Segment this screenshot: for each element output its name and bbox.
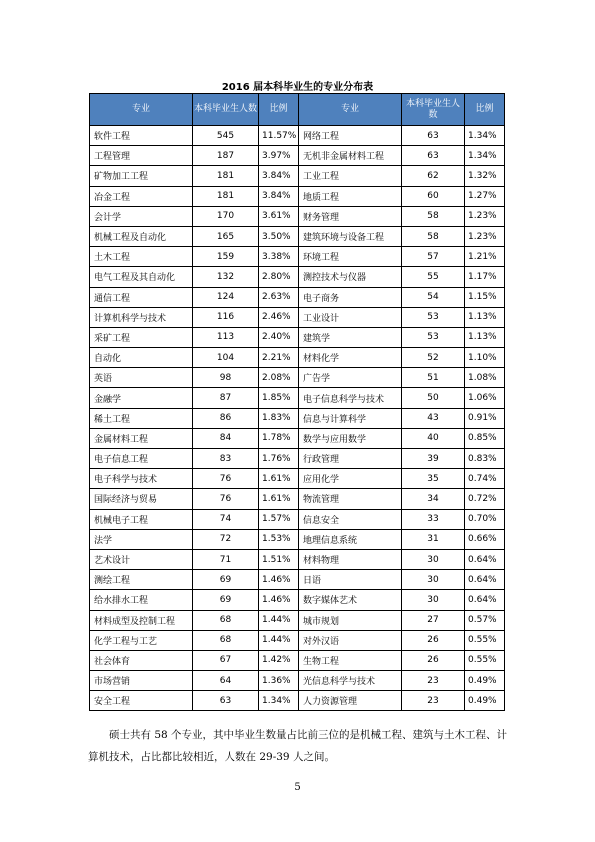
cell-major-left: 英语	[90, 368, 193, 388]
cell-major-left: 自动化	[90, 348, 193, 368]
cell-major-left: 通信工程	[90, 287, 193, 307]
cell-count-left: 71	[193, 549, 259, 569]
cell-ratio-left: 1.76%	[259, 449, 299, 469]
cell-major-left: 金属材料工程	[90, 428, 193, 448]
cell-count-right: 40	[402, 428, 465, 448]
cell-count-right: 63	[402, 126, 465, 146]
cell-major-left: 电子信息工程	[90, 449, 193, 469]
cell-major-left: 土木工程	[90, 247, 193, 267]
cell-ratio-right: 1.06%	[465, 388, 505, 408]
cell-ratio-left: 2.80%	[259, 267, 299, 287]
cell-major-left: 计算机科学与技术	[90, 307, 193, 327]
cell-major-right: 材料化学	[299, 348, 402, 368]
cell-ratio-left: 1.61%	[259, 489, 299, 509]
cell-ratio-right: 1.13%	[465, 327, 505, 347]
cell-count-left: 170	[193, 206, 259, 226]
header-major-right: 专业	[299, 94, 402, 126]
cell-count-left: 69	[193, 570, 259, 590]
cell-major-left: 给水排水工程	[90, 590, 193, 610]
cell-ratio-left: 1.46%	[259, 590, 299, 610]
cell-ratio-left: 2.08%	[259, 368, 299, 388]
table-row	[90, 428, 505, 448]
cell-count-right: 57	[402, 247, 465, 267]
table-row	[90, 126, 505, 146]
cell-major-right: 测控技术与仪器	[299, 267, 402, 287]
cell-major-left: 机械电子工程	[90, 509, 193, 529]
cell-ratio-right: 0.57%	[465, 610, 505, 630]
cell-ratio-left: 2.46%	[259, 307, 299, 327]
cell-major-right: 广告学	[299, 368, 402, 388]
table-row	[90, 368, 505, 388]
cell-major-left: 机械工程及自动化	[90, 226, 193, 246]
table-row	[90, 570, 505, 590]
cell-ratio-right: 1.17%	[465, 267, 505, 287]
cell-ratio-left: 1.42%	[259, 650, 299, 670]
cell-ratio-right: 0.49%	[465, 671, 505, 691]
cell-count-right: 30	[402, 590, 465, 610]
cell-ratio-left: 2.40%	[259, 327, 299, 347]
table-row	[90, 509, 505, 529]
cell-major-left: 电气工程及其自动化	[90, 267, 193, 287]
cell-count-right: 27	[402, 610, 465, 630]
cell-count-left: 69	[193, 590, 259, 610]
cell-count-left: 76	[193, 469, 259, 489]
cell-major-left: 安全工程	[90, 691, 193, 711]
cell-major-left: 国际经济与贸易	[90, 489, 193, 509]
cell-ratio-right: 0.85%	[465, 428, 505, 448]
table-body	[90, 126, 505, 711]
cell-ratio-right: 0.74%	[465, 469, 505, 489]
cell-major-right: 数字媒体艺术	[299, 590, 402, 610]
cell-ratio-right: 1.34%	[465, 126, 505, 146]
cell-count-left: 68	[193, 630, 259, 650]
page-number: 5	[294, 782, 301, 793]
major-distribution-table	[89, 93, 505, 711]
table-row	[90, 206, 505, 226]
cell-major-right: 日语	[299, 570, 402, 590]
cell-major-left: 化学工程与工艺	[90, 630, 193, 650]
table-row	[90, 226, 505, 246]
cell-count-right: 62	[402, 166, 465, 186]
table-row	[90, 146, 505, 166]
table-title: 2016 届本科毕业生的专业分布表	[221, 82, 374, 93]
cell-count-left: 64	[193, 671, 259, 691]
cell-major-right: 数学与应用数学	[299, 428, 402, 448]
cell-major-right: 电子信息科学与技术	[299, 388, 402, 408]
table-row	[90, 691, 505, 711]
cell-ratio-right: 0.64%	[465, 570, 505, 590]
cell-major-left: 测绘工程	[90, 570, 193, 590]
cell-major-right: 对外汉语	[299, 630, 402, 650]
table-row	[90, 630, 505, 650]
cell-count-left: 68	[193, 610, 259, 630]
cell-ratio-left: 3.38%	[259, 247, 299, 267]
cell-count-left: 132	[193, 267, 259, 287]
cell-count-left: 84	[193, 428, 259, 448]
cell-major-right: 材料物理	[299, 549, 402, 569]
cell-count-left: 98	[193, 368, 259, 388]
cell-ratio-right: 1.32%	[465, 166, 505, 186]
cell-major-left: 材料成型及控制工程	[90, 610, 193, 630]
cell-count-left: 76	[193, 489, 259, 509]
cell-major-left: 市场营销	[90, 671, 193, 691]
cell-major-right: 物流管理	[299, 489, 402, 509]
header-major-left: 专业	[90, 94, 193, 126]
cell-major-left: 冶金工程	[90, 186, 193, 206]
cell-major-left: 法学	[90, 529, 193, 549]
cell-ratio-left: 1.34%	[259, 691, 299, 711]
cell-count-right: 26	[402, 630, 465, 650]
cell-count-left: 104	[193, 348, 259, 368]
cell-count-left: 86	[193, 408, 259, 428]
cell-major-left: 艺术设计	[90, 549, 193, 569]
cell-count-left: 72	[193, 529, 259, 549]
cell-major-left: 电子科学与技术	[90, 469, 193, 489]
cell-count-right: 31	[402, 529, 465, 549]
cell-count-right: 55	[402, 267, 465, 287]
table-row	[90, 671, 505, 691]
cell-ratio-right: 1.10%	[465, 348, 505, 368]
cell-major-right: 人力资源管理	[299, 691, 402, 711]
cell-ratio-left: 1.57%	[259, 509, 299, 529]
cell-ratio-left: 3.61%	[259, 206, 299, 226]
cell-count-left: 74	[193, 509, 259, 529]
table-row	[90, 408, 505, 428]
table-row	[90, 650, 505, 670]
cell-count-right: 26	[402, 650, 465, 670]
cell-ratio-left: 1.83%	[259, 408, 299, 428]
cell-major-right: 环境工程	[299, 247, 402, 267]
cell-ratio-right: 0.72%	[465, 489, 505, 509]
cell-major-left: 矿物加工工程	[90, 166, 193, 186]
cell-major-left: 社会体育	[90, 650, 193, 670]
cell-ratio-right: 1.23%	[465, 226, 505, 246]
table-row	[90, 348, 505, 368]
table-row	[90, 307, 505, 327]
cell-major-right: 信息安全	[299, 509, 402, 529]
table-header-row	[90, 94, 505, 126]
cell-major-right: 工业设计	[299, 307, 402, 327]
cell-ratio-right: 0.64%	[465, 549, 505, 569]
cell-count-right: 50	[402, 388, 465, 408]
table-row	[90, 590, 505, 610]
cell-ratio-right: 0.55%	[465, 650, 505, 670]
header-ratio-right: 比例	[465, 94, 505, 126]
cell-count-left: 83	[193, 449, 259, 469]
cell-ratio-right: 1.27%	[465, 186, 505, 206]
cell-count-left: 187	[193, 146, 259, 166]
cell-major-right: 工业工程	[299, 166, 402, 186]
table-row	[90, 247, 505, 267]
cell-ratio-right: 0.64%	[465, 590, 505, 610]
cell-count-right: 39	[402, 449, 465, 469]
cell-count-right: 23	[402, 671, 465, 691]
cell-count-left: 63	[193, 691, 259, 711]
cell-ratio-right: 1.15%	[465, 287, 505, 307]
cell-ratio-left: 3.97%	[259, 146, 299, 166]
cell-count-right: 63	[402, 146, 465, 166]
cell-ratio-left: 1.51%	[259, 549, 299, 569]
cell-ratio-right: 0.83%	[465, 449, 505, 469]
cell-count-left: 116	[193, 307, 259, 327]
cell-major-left: 稀土工程	[90, 408, 193, 428]
table-row	[90, 449, 505, 469]
cell-ratio-right: 1.08%	[465, 368, 505, 388]
cell-count-left: 67	[193, 650, 259, 670]
table-row	[90, 186, 505, 206]
table-row	[90, 287, 505, 307]
cell-ratio-left: 1.44%	[259, 630, 299, 650]
cell-ratio-left: 3.50%	[259, 226, 299, 246]
cell-ratio-left: 1.61%	[259, 469, 299, 489]
cell-ratio-left: 2.21%	[259, 348, 299, 368]
cell-count-right: 23	[402, 691, 465, 711]
cell-count-right: 51	[402, 368, 465, 388]
cell-major-left: 采矿工程	[90, 327, 193, 347]
table-row	[90, 469, 505, 489]
cell-ratio-left: 1.44%	[259, 610, 299, 630]
cell-count-right: 30	[402, 570, 465, 590]
cell-major-right: 城市规划	[299, 610, 402, 630]
cell-major-right: 应用化学	[299, 469, 402, 489]
table-row	[90, 549, 505, 569]
cell-ratio-left: 1.53%	[259, 529, 299, 549]
cell-ratio-left: 11.57%	[259, 126, 299, 146]
table-row	[90, 489, 505, 509]
table-row	[90, 267, 505, 287]
cell-major-right: 生物工程	[299, 650, 402, 670]
cell-major-left: 会计学	[90, 206, 193, 226]
cell-count-left: 181	[193, 166, 259, 186]
cell-ratio-left: 1.46%	[259, 570, 299, 590]
cell-major-right: 光信息科学与技术	[299, 671, 402, 691]
cell-count-left: 87	[193, 388, 259, 408]
header-ratio-left: 比例	[259, 94, 299, 126]
cell-major-right: 地理信息系统	[299, 529, 402, 549]
cell-major-right: 网络工程	[299, 126, 402, 146]
table-row	[90, 327, 505, 347]
cell-ratio-right: 1.34%	[465, 146, 505, 166]
cell-major-right: 无机非金属材料工程	[299, 146, 402, 166]
cell-count-right: 35	[402, 469, 465, 489]
cell-count-left: 159	[193, 247, 259, 267]
cell-ratio-left: 1.36%	[259, 671, 299, 691]
table-row	[90, 610, 505, 630]
cell-ratio-right: 0.66%	[465, 529, 505, 549]
cell-ratio-left: 1.78%	[259, 428, 299, 448]
cell-count-left: 113	[193, 327, 259, 347]
cell-count-right: 33	[402, 509, 465, 529]
cell-major-right: 建筑环境与设备工程	[299, 226, 402, 246]
cell-major-left: 金融学	[90, 388, 193, 408]
cell-major-left: 工程管理	[90, 146, 193, 166]
table-row	[90, 388, 505, 408]
summary-paragraph: 硕士共有 58 个专业，其中毕业生数量占比前三位的是机械工程、建筑与土木工程、计算机技术，占比都比较相近，人数在 29-39 人之间。	[88, 729, 508, 763]
cell-ratio-right: 1.13%	[465, 307, 505, 327]
cell-count-left: 545	[193, 126, 259, 146]
cell-ratio-right: 1.21%	[465, 247, 505, 267]
cell-ratio-left: 3.84%	[259, 186, 299, 206]
cell-count-right: 58	[402, 226, 465, 246]
cell-ratio-left: 2.63%	[259, 287, 299, 307]
cell-ratio-right: 0.91%	[465, 408, 505, 428]
cell-count-right: 43	[402, 408, 465, 428]
cell-count-right: 60	[402, 186, 465, 206]
cell-count-right: 34	[402, 489, 465, 509]
cell-count-right: 53	[402, 307, 465, 327]
cell-count-left: 165	[193, 226, 259, 246]
cell-ratio-right: 0.49%	[465, 691, 505, 711]
cell-ratio-right: 1.23%	[465, 206, 505, 226]
header-count-right: 本科毕业生人数	[402, 94, 465, 126]
cell-count-right: 54	[402, 287, 465, 307]
cell-count-right: 52	[402, 348, 465, 368]
cell-major-right: 财务管理	[299, 206, 402, 226]
table-row	[90, 166, 505, 186]
cell-major-right: 行政管理	[299, 449, 402, 469]
cell-major-right: 建筑学	[299, 327, 402, 347]
table-row	[90, 529, 505, 549]
cell-major-right: 信息与计算科学	[299, 408, 402, 428]
cell-count-left: 124	[193, 287, 259, 307]
cell-count-right: 30	[402, 549, 465, 569]
cell-ratio-right: 0.70%	[465, 509, 505, 529]
cell-major-right: 地质工程	[299, 186, 402, 206]
cell-major-right: 电子商务	[299, 287, 402, 307]
header-count-left: 本科毕业生人数	[193, 94, 259, 126]
cell-ratio-left: 1.85%	[259, 388, 299, 408]
cell-ratio-right: 0.55%	[465, 630, 505, 650]
cell-ratio-left: 3.84%	[259, 166, 299, 186]
cell-count-right: 53	[402, 327, 465, 347]
cell-count-right: 58	[402, 206, 465, 226]
cell-major-left: 软件工程	[90, 126, 193, 146]
cell-count-left: 181	[193, 186, 259, 206]
